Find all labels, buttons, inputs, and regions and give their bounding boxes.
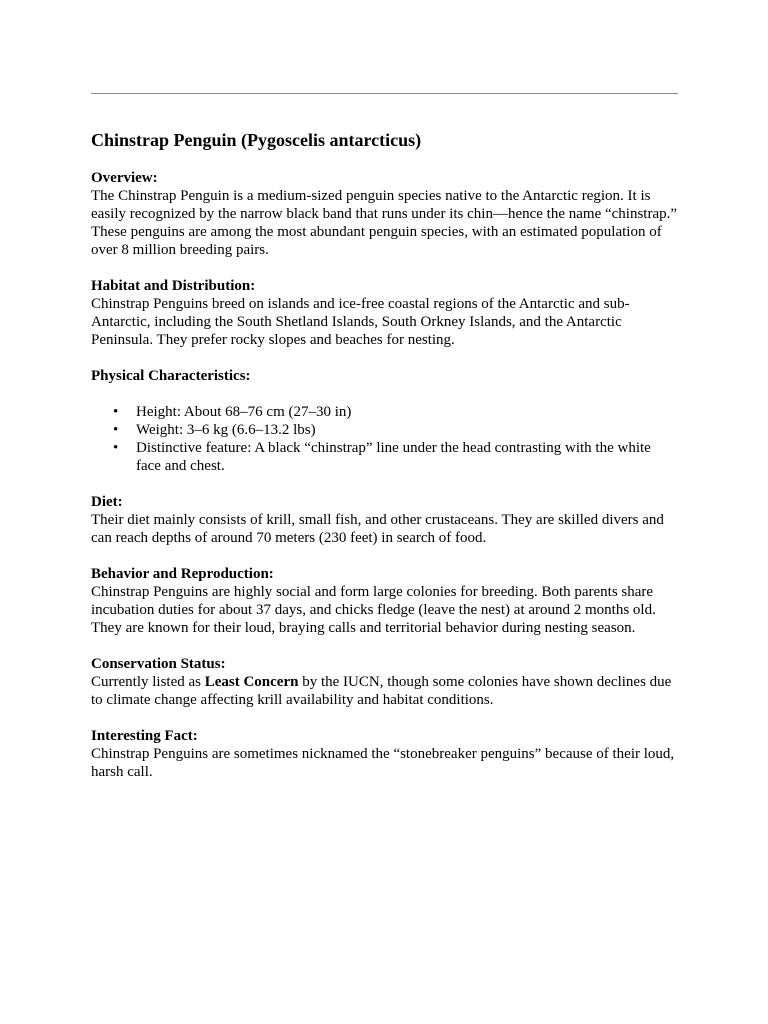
section-heading-fact: Interesting Fact:: [91, 728, 198, 744]
section-text-overview: The Chinstrap Penguin is a medium-sized penguin species native to the Antarctic region. It is easily recognized by the narrow black band that runs under its chin—hence the name “chinstrap.” These penguins are among the most abundant penguin species, with an estimated population of over 8 million breeding pairs.: [91, 188, 678, 258]
document-title: Chinstrap Penguin (Pygoscelis antarcticus): [91, 130, 422, 150]
section-heading-overview: Overview:: [91, 170, 158, 186]
conservation-text-after: by the IUCN, though some colonies have shown declines due to climate change affecting krill availability and habitat conditions.: [91, 674, 672, 708]
bullet-icon: •: [113, 404, 119, 420]
section-heading-conservation: Conservation Status:: [91, 656, 226, 672]
section-diet: [91, 493, 679, 547]
list-item: [91, 421, 679, 439]
section-text-fact: Chinstrap Penguins are sometimes nicknamed the “stonebreaker penguins” because of their loud, harsh call.: [91, 746, 675, 780]
section-text-behavior: Chinstrap Penguins are highly social and form large colonies for breeding. Both parents share incubation duties for about 37 days, and chicks fledge (leave the nest) at around 2 months old. They are known for their loud, braying calls and territorial behavior during nesting season.: [91, 584, 656, 636]
list-item: [91, 403, 679, 421]
section-conservation: [91, 655, 679, 709]
document-body: [91, 127, 679, 781]
list-item-text: Weight: 3–6 kg (6.6–13.2 lbs): [136, 422, 316, 438]
section-text-conservation: [91, 673, 679, 709]
section-fact: [91, 727, 679, 781]
bullet-list-physical: [91, 403, 679, 475]
section-physical: [91, 367, 679, 475]
list-item-text: Distinctive feature: A black “chinstrap” line under the head contrasting with the white face and chest.: [136, 440, 651, 474]
bullet-icon: •: [113, 422, 119, 438]
section-behavior: [91, 565, 679, 637]
section-text-habitat: Chinstrap Penguins breed on islands and ice-free coastal regions of the Antarctic and sub-Antarctic, including the South Shetland Islands, South Orkney Islands, and the Antarctic Peninsula. They prefer rocky slopes and beaches for nesting.: [91, 296, 630, 348]
section-overview: [91, 169, 679, 259]
section-habitat: [91, 277, 679, 349]
bullet-icon: •: [113, 440, 119, 456]
list-item-text: Height: About 68–76 cm (27–30 in): [136, 404, 352, 420]
section-heading-behavior: Behavior and Reproduction:: [91, 566, 274, 582]
section-heading-habitat: Habitat and Distribution:: [91, 278, 256, 294]
section-text-diet: Their diet mainly consists of krill, small fish, and other crustaceans. They are skilled divers and can reach depths of around 70 meters (230 feet) in search of food.: [91, 512, 664, 546]
section-heading-physical: Physical Characteristics:: [91, 368, 251, 384]
conservation-text-before: Currently listed as: [91, 674, 205, 690]
conservation-status-label: Least Concern: [204, 674, 299, 690]
section-heading-diet: Diet:: [91, 494, 123, 510]
header-rule: [91, 93, 678, 94]
list-item: [91, 439, 679, 475]
